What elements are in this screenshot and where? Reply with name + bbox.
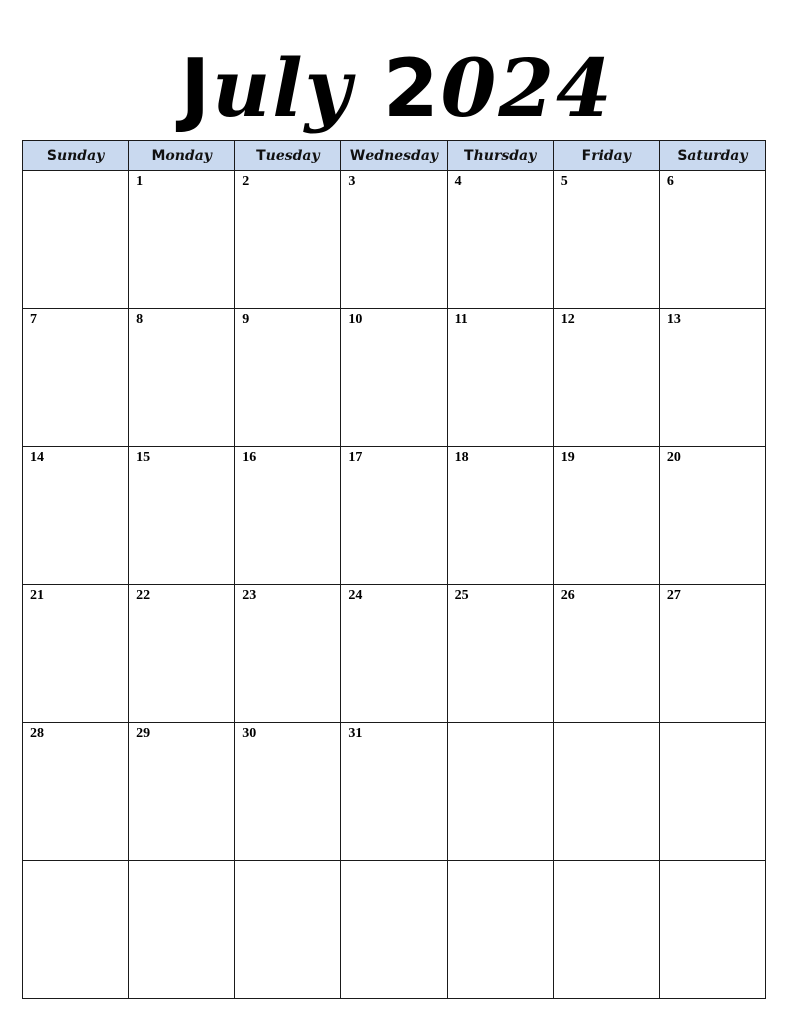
day-number — [554, 723, 659, 726]
day-number: 4 — [454, 174, 462, 189]
day-number: 22 — [136, 588, 151, 603]
day-number: 16 — [242, 450, 257, 465]
day-number: 20 — [666, 450, 681, 465]
title-year-rest: 024 — [440, 41, 614, 135]
weekday-header-friday — [553, 141, 659, 171]
week-row — [23, 723, 766, 861]
day-cell — [553, 171, 659, 309]
week-row — [23, 861, 766, 999]
day-cell — [553, 309, 659, 447]
day-number: 7 — [30, 312, 37, 327]
day-number: 25 — [454, 588, 469, 603]
title-month-initial: J — [180, 42, 213, 135]
weekday-rest: riday — [591, 147, 631, 164]
week-row — [23, 171, 766, 309]
day-number: 1 — [136, 174, 144, 189]
day-cell — [341, 447, 447, 585]
day-number: 5 — [560, 174, 568, 189]
weekday-header-wednesday — [341, 141, 447, 171]
weekday-initial: S — [677, 147, 688, 164]
day-number: 8 — [136, 312, 144, 327]
day-number: 6 — [666, 174, 674, 189]
weekday-header-monday — [129, 141, 235, 171]
day-number: 27 — [666, 588, 681, 603]
day-number: 19 — [560, 450, 575, 465]
day-number — [235, 861, 340, 864]
day-cell — [553, 723, 659, 861]
weekday-rest: unday — [56, 147, 105, 164]
day-number — [129, 861, 234, 864]
day-number: 12 — [560, 312, 575, 327]
day-number: 2 — [242, 174, 250, 189]
weekday-initial: T — [464, 147, 474, 164]
day-cell — [341, 171, 447, 309]
day-number — [23, 861, 128, 864]
day-number: 10 — [348, 312, 363, 327]
title-month-rest: uly — [212, 41, 383, 135]
day-cell — [659, 447, 765, 585]
day-cell — [129, 585, 235, 723]
day-cell — [447, 447, 553, 585]
week-row — [23, 309, 766, 447]
day-cell — [447, 585, 553, 723]
weekday-header-thursday — [447, 141, 553, 171]
title-year-initial: 2 — [382, 42, 441, 135]
day-cell — [659, 861, 765, 999]
day-cell — [659, 723, 765, 861]
day-cell — [341, 309, 447, 447]
day-number: 23 — [242, 588, 257, 603]
day-number: 21 — [30, 588, 44, 603]
weekday-initial: W — [349, 147, 366, 164]
day-cell — [341, 861, 447, 999]
day-cell — [23, 171, 129, 309]
day-cell — [447, 723, 553, 861]
weekday-rest: onday — [165, 147, 212, 164]
day-cell — [659, 309, 765, 447]
day-number — [341, 861, 446, 864]
day-cell — [23, 447, 129, 585]
day-number: 26 — [560, 588, 575, 603]
day-cell — [23, 309, 129, 447]
day-number: 17 — [348, 450, 363, 465]
weekday-rest: aturday — [687, 147, 748, 164]
day-cell — [659, 171, 765, 309]
day-cell — [129, 723, 235, 861]
day-cell — [235, 171, 341, 309]
day-number: 13 — [666, 312, 681, 327]
day-cell — [23, 861, 129, 999]
day-number: 3 — [348, 174, 356, 189]
day-number: 31 — [348, 726, 363, 741]
day-number: 9 — [242, 312, 250, 327]
day-cell — [447, 171, 553, 309]
day-number: 18 — [454, 450, 469, 465]
day-cell — [235, 585, 341, 723]
day-cell — [341, 585, 447, 723]
day-cell — [129, 171, 235, 309]
day-cell — [553, 447, 659, 585]
weekday-header-row — [23, 141, 766, 171]
day-number: 14 — [30, 450, 44, 465]
day-cell — [447, 309, 553, 447]
weekday-rest: uesday — [265, 147, 320, 164]
day-cell — [235, 309, 341, 447]
day-number — [554, 861, 659, 864]
weekday-initial: T — [256, 147, 266, 164]
day-number — [23, 171, 128, 174]
weekday-initial: S — [46, 147, 57, 164]
day-number — [660, 723, 765, 726]
day-cell — [129, 861, 235, 999]
day-number: 28 — [30, 726, 44, 741]
weekday-header-tuesday — [235, 141, 341, 171]
day-number: 24 — [348, 588, 363, 603]
day-cell — [235, 447, 341, 585]
day-cell — [235, 723, 341, 861]
day-cell — [129, 447, 235, 585]
week-row — [23, 447, 766, 585]
weekday-initial: F — [581, 147, 592, 164]
day-number: 11 — [454, 312, 468, 327]
day-number: 29 — [136, 726, 151, 741]
day-number: 15 — [136, 450, 151, 465]
day-cell — [659, 585, 765, 723]
day-cell — [23, 723, 129, 861]
day-cell — [553, 585, 659, 723]
weekday-rest: hursday — [473, 147, 537, 164]
weekday-rest: ednesday — [365, 147, 439, 164]
calendar-grid — [22, 140, 766, 999]
day-number: 30 — [242, 726, 257, 741]
weekday-header-sunday — [23, 141, 129, 171]
week-row — [23, 585, 766, 723]
day-number — [448, 861, 553, 864]
day-cell — [341, 723, 447, 861]
day-cell — [553, 861, 659, 999]
weekday-header-saturday — [659, 141, 765, 171]
day-number — [448, 723, 553, 726]
day-cell — [447, 861, 553, 999]
weekday-initial: M — [151, 147, 166, 164]
day-number — [660, 861, 765, 864]
calendar-title — [0, 38, 794, 138]
day-cell — [235, 861, 341, 999]
day-cell — [129, 309, 235, 447]
day-cell — [23, 585, 129, 723]
